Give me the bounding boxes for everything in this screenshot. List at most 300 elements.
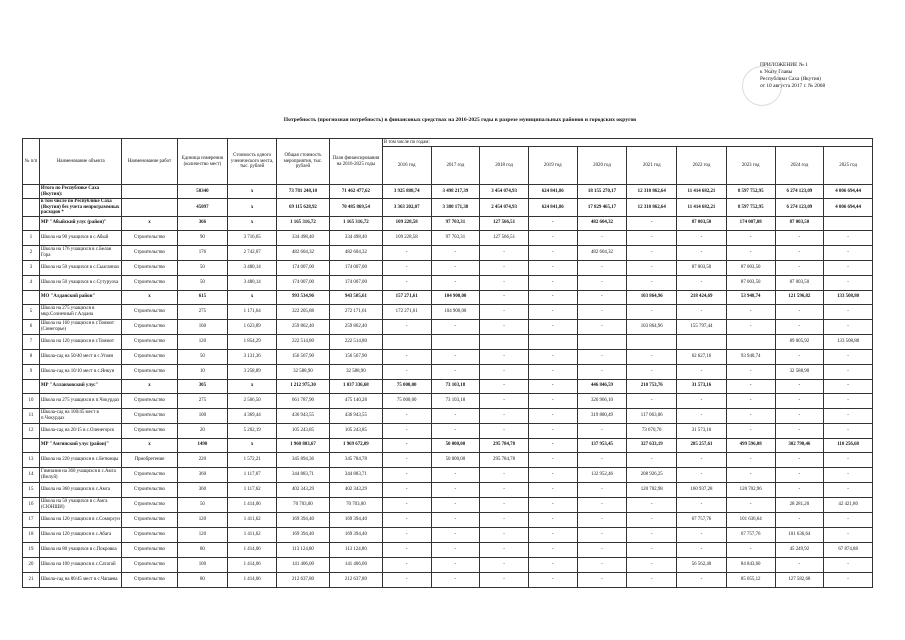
cell-year-value: 73 103,18	[431, 379, 480, 393]
cell-year-value: 133 508,88	[824, 334, 873, 349]
cell-work: Строительство	[122, 512, 177, 527]
cell-year-value: 8 597 752,95	[726, 185, 775, 199]
cell-plan: 70 485 869,54	[329, 199, 382, 217]
cell-work: x	[122, 438, 177, 452]
cell-year-value: 210 753,76	[627, 379, 677, 393]
cell-cost-per-place: x	[228, 199, 277, 217]
cell-year-value: -	[528, 290, 577, 304]
cell-year-value: 624 841,86	[528, 199, 577, 217]
header-object: Наименование объекта	[39, 139, 122, 185]
cell-year-value: -	[627, 572, 677, 587]
cell-year-value: 8 597 752,95	[726, 199, 775, 217]
cell-num: 5	[23, 304, 40, 319]
cell-object-name: Школа на 120 учащихся в с.Соморсун	[39, 512, 122, 527]
cell-year-value: 302 790,46	[775, 438, 824, 452]
header-year: 2021 год	[627, 147, 677, 185]
cell-object-name: Школа на 275 учащихся в мкр.Солнечный г.Алдана	[39, 304, 122, 319]
cell-cost-per-place: 1 414,06	[228, 542, 277, 557]
cell-year-value: -	[726, 230, 775, 245]
cell-year-value: -	[577, 364, 627, 379]
document-title: Потребность (прогнозная потребность) в финансовых средствах на 2016-2025 годы в разрезе муниципальных районов и городских округов	[283, 117, 637, 123]
cell-object-name: Школа на 275 учащихся в п.Чокурдах	[39, 393, 122, 408]
cell-year-value: -	[480, 275, 529, 290]
cell-year-value	[677, 334, 727, 349]
cell-cost-per-place: 1 117,62	[228, 482, 277, 497]
cell-total-cost: 141 406,00	[277, 557, 330, 572]
cell-unit: 45097	[177, 199, 228, 217]
cell-cost-per-place: 1 414,06	[228, 497, 277, 512]
cell-year-value: 174 007,08	[726, 216, 775, 230]
cell-year-value: 11 414 682,21	[677, 185, 727, 199]
cell-year-value: -	[677, 497, 727, 512]
cell-plan: 169 394,40	[329, 527, 382, 542]
header-plan: План финансирования на 2016-2025 годы	[329, 139, 382, 185]
cell-unit: 80	[177, 572, 228, 587]
cell-unit: 120	[177, 512, 228, 527]
cell-year-value: 31 573,16	[677, 379, 727, 393]
cell-total-cost: 222 514,80	[277, 334, 330, 349]
cell-year-value: -	[431, 275, 480, 290]
cell-year-value: -	[382, 364, 431, 379]
cell-unit: 20	[177, 423, 228, 438]
appendix-line: от 10 августа 2017 г. № 2068	[760, 83, 826, 89]
cell-year-value: -	[824, 408, 873, 423]
cell-year-value: -	[431, 408, 480, 423]
cell-num: 10	[23, 393, 40, 408]
table-row	[23, 497, 873, 512]
cell-cost-per-place: 3 258,89	[228, 364, 277, 379]
cell-year-value: -	[431, 527, 480, 542]
cell-object-name: МР "Амгинский улус (район)"	[39, 438, 122, 452]
cell-year-value: -	[431, 245, 480, 260]
cell-year-value: 3 498 217,39	[431, 185, 480, 199]
cell-year-value: 127 566,51	[480, 216, 529, 230]
cell-year-value: -	[577, 230, 627, 245]
cell-year-value: -	[726, 364, 775, 379]
cell-work: Строительство	[122, 467, 177, 482]
cell-total-cost: 322 205,88	[277, 304, 330, 319]
cell-object-name: Гимназия на 360 учащихся в с.Амга (Вилуй)	[39, 467, 122, 482]
cell-total-cost: 482 604,32	[277, 245, 330, 260]
cell-year-value: 87 003,50	[775, 216, 824, 230]
cell-year-value: -	[824, 319, 873, 334]
cell-num: 19	[23, 542, 40, 557]
cell-year-value: -	[382, 275, 431, 290]
cell-object-name: МО "Алданский район"	[39, 290, 122, 304]
cell-year-value: -	[775, 408, 824, 423]
cell-cost-per-place: 3 131,36	[228, 349, 277, 364]
cell-year-value: 89 005,92	[775, 334, 824, 349]
cell-year-value: -	[577, 290, 627, 304]
cell-year-value: -	[677, 408, 727, 423]
cell-year-value: -	[824, 245, 873, 260]
cell-year-value: -	[431, 542, 480, 557]
cell-unit: 360	[177, 482, 228, 497]
cell-year-value: -	[824, 423, 873, 438]
cell-year-value: -	[480, 557, 529, 572]
cell-unit: 360	[177, 467, 228, 482]
cell-year-value: -	[577, 452, 627, 467]
cell-object-name: Школа на 50 учащихся в с.Сутуруоха	[39, 275, 122, 290]
cell-num: 14	[23, 467, 40, 482]
cell-year-value: -	[528, 349, 577, 364]
cell-year-value: -	[480, 423, 529, 438]
cell-num	[23, 185, 40, 199]
cell-work: Строительство	[122, 408, 177, 423]
cell-year-value: -	[627, 349, 677, 364]
cell-cost-per-place: 1 117,67	[228, 467, 277, 482]
cell-year-value: -	[677, 304, 727, 319]
cell-total-cost: 32 588,90	[277, 364, 330, 379]
cell-total-cost: 1 960 803,67	[277, 438, 330, 452]
cell-year-value: -	[528, 572, 577, 587]
cell-year-value: -	[382, 467, 431, 482]
cell-cost-per-place: 1 854,29	[228, 334, 277, 349]
cell-year-value: -	[775, 423, 824, 438]
cell-work: Строительство	[122, 349, 177, 364]
cell-year-value: -	[677, 527, 727, 542]
cell-year-value: 104 900,00	[431, 304, 480, 319]
cell-total-cost: 402 343,29	[277, 482, 330, 497]
cell-year-value: -	[528, 423, 577, 438]
cell-year-value: -	[824, 482, 873, 497]
cell-year-value: -	[431, 467, 480, 482]
cell-cost-per-place: 3 480,14	[228, 275, 277, 290]
header-year: 2025 год	[824, 147, 873, 185]
cell-year-value: 101 636,64	[775, 527, 824, 542]
cell-cost-per-place: 1 414,06	[228, 557, 277, 572]
cell-year-value: -	[528, 379, 577, 393]
cell-year-value: -	[577, 512, 627, 527]
cell-year-value: -	[824, 230, 873, 245]
cell-plan: 334 498,40	[329, 230, 382, 245]
cell-object-name: в том числе по Республике Саха (Якутия) без учета непрограммных расходов *	[39, 199, 122, 217]
cell-year-value: -	[726, 304, 775, 319]
cell-year-value: 50 000,00	[431, 452, 480, 467]
cell-year-value: -	[480, 364, 529, 379]
cell-total-cost: 73 781 248,10	[277, 185, 330, 199]
cell-year-value	[528, 334, 577, 349]
cell-work: Строительство	[122, 260, 177, 275]
cell-year-value: 2 454 074,93	[480, 199, 529, 217]
cell-year-value: 446 846,59	[577, 379, 627, 393]
cell-num: 18	[23, 527, 40, 542]
cell-work: Строительство	[122, 275, 177, 290]
cell-cost-per-place: 1 572,21	[228, 452, 277, 467]
cell-unit: 366	[177, 216, 228, 230]
table-row	[23, 275, 873, 290]
cell-year-value: -	[627, 275, 677, 290]
cell-cost-per-place: 3 480,14	[228, 260, 277, 275]
cell-object-name: Школа-сад на 80/45 мест в с.Чапаева	[39, 572, 122, 587]
cell-total-cost: 661 787,90	[277, 393, 330, 408]
cell-object-name: Школа на 120 учащихся в г.Томмот	[39, 334, 122, 349]
cell-total-cost: 113 124,80	[277, 542, 330, 557]
cell-year-value: -	[577, 319, 627, 334]
cell-object-name: МР "Абыйский улус (район)"	[39, 216, 122, 230]
cell-year-value: -	[824, 512, 873, 527]
cell-year-value: 482 604,32	[577, 245, 627, 260]
cell-year-value: -	[431, 572, 480, 587]
table-row	[23, 467, 873, 482]
cell-year-value: -	[431, 260, 480, 275]
header-year: 2024 год	[775, 147, 824, 185]
cell-work: Строительство	[122, 497, 177, 512]
cell-year-value: -	[824, 304, 873, 319]
cell-year-value: 109 228,58	[382, 230, 431, 245]
cell-year-value: -	[677, 467, 727, 482]
cell-year-value: 12 310 862,64	[627, 199, 677, 217]
cell-year-value: -	[382, 408, 431, 423]
cell-year-value: -	[824, 260, 873, 275]
cell-year-value: -	[382, 512, 431, 527]
cell-year-value: -	[627, 527, 677, 542]
cell-year-value: 101 636,64	[726, 512, 775, 527]
cell-year-value: -	[431, 364, 480, 379]
cell-year-value	[382, 334, 431, 349]
cell-unit: 90	[177, 230, 228, 245]
cell-year-value: 87 003,50	[726, 275, 775, 290]
cell-object-name: Школа на 100 учащихся в с.Сатагай	[39, 557, 122, 572]
cell-year-value: -	[627, 393, 677, 408]
cell-num: 9	[23, 364, 40, 379]
cell-year-value: -	[726, 319, 775, 334]
cell-year-value: -	[480, 497, 529, 512]
header-year: 2023 год	[726, 147, 775, 185]
cell-year-value: -	[528, 364, 577, 379]
cell-year-value: 93 940,74	[726, 349, 775, 364]
cell-year-value: -	[382, 572, 431, 587]
cell-cost-per-place: x	[228, 185, 277, 199]
cell-num	[23, 438, 40, 452]
cell-year-value: -	[480, 527, 529, 542]
cell-plan: 344 883,71	[329, 467, 382, 482]
cell-object-name: Школа-сад на 10/10 мест в с.Янкун	[39, 364, 122, 379]
cell-plan: 1 969 672,09	[329, 438, 382, 452]
cell-year-value: 103 864,96	[627, 290, 677, 304]
cell-year-value: 103 864,96	[627, 319, 677, 334]
cell-year-value: -	[775, 379, 824, 393]
cell-plan: 1 165 316,72	[329, 216, 382, 230]
cell-object-name: Школа на 50 учащихся в с.Сыаганнах	[39, 260, 122, 275]
cell-year-value: 4 006 694,44	[824, 185, 873, 199]
cell-plan: 113 124,80	[329, 542, 382, 557]
table-row	[23, 245, 873, 260]
table-row	[23, 423, 873, 438]
cell-year-value: 104 900,00	[431, 290, 480, 304]
cell-work: Строительство	[122, 423, 177, 438]
cell-year-value: 75 000,00	[382, 393, 431, 408]
cell-year-value: 3 925 888,74	[382, 185, 431, 199]
cell-plan: 482 604,32	[329, 245, 382, 260]
cell-year-value: -	[431, 319, 480, 334]
cell-unit: 176	[177, 245, 228, 260]
cell-total-cost: 259 862,40	[277, 319, 330, 334]
cell-year-value: -	[480, 379, 529, 393]
appendix-line: ПРИЛОЖЕНИЕ № 1	[760, 62, 808, 68]
cell-work: Строительство	[122, 557, 177, 572]
cell-total-cost: 345 894,36	[277, 452, 330, 467]
cell-num: 17	[23, 512, 40, 527]
table-row	[23, 304, 873, 319]
cell-plan: 259 862,40	[329, 319, 382, 334]
total-row	[23, 199, 873, 217]
cell-year-value: -	[480, 542, 529, 557]
cell-year-value: -	[775, 230, 824, 245]
cell-year-value: -	[824, 379, 873, 393]
cell-work: Строительство	[122, 245, 177, 260]
table-row	[23, 230, 873, 245]
cell-num: 4	[23, 275, 40, 290]
cell-num: 6	[23, 319, 40, 334]
cell-year-value: 3 380 171,38	[431, 199, 480, 217]
cell-year-value: -	[627, 542, 677, 557]
cell-year-value: -	[824, 393, 873, 408]
cell-year-value: 6 274 123,09	[775, 185, 824, 199]
cell-plan: 436 943,55	[329, 408, 382, 423]
cell-object-name: МР "Аллаиховский улус"	[39, 379, 122, 393]
table-row	[23, 452, 873, 467]
cell-year-value: -	[726, 393, 775, 408]
cell-year-value: -	[528, 216, 577, 230]
header-year: 2017 год	[431, 147, 480, 185]
cell-year-value: -	[480, 319, 529, 334]
cell-total-cost: 436 943,55	[277, 408, 330, 423]
cell-cost-per-place: 3 716,65	[228, 230, 277, 245]
cell-year-value: -	[382, 542, 431, 557]
cell-year-value: 120 702,98	[627, 482, 677, 497]
cell-year-value: -	[480, 482, 529, 497]
cell-year-value	[726, 334, 775, 349]
cell-year-value: 137 953,45	[577, 438, 627, 452]
cell-year-value: 120 702,96	[726, 482, 775, 497]
cell-cost-per-place: 1 623,89	[228, 319, 277, 334]
cell-year-value: 73 670,70	[627, 423, 677, 438]
cell-num: 21	[23, 572, 40, 587]
cell-year-value: 85 055,12	[726, 572, 775, 587]
cell-num: 7	[23, 334, 40, 349]
region-row	[23, 290, 873, 304]
cell-year-value: -	[431, 482, 480, 497]
cell-object-name: Школа на 80 учащихся в с.Покровка	[39, 542, 122, 557]
table-row	[23, 260, 873, 275]
cell-num: 8	[23, 349, 40, 364]
cell-year-value: -	[824, 364, 873, 379]
cell-year-value: 3 454 074,93	[480, 185, 529, 199]
cell-year-value: -	[677, 275, 727, 290]
cell-num: 15	[23, 482, 40, 497]
cell-year-value: 326 966,10	[577, 393, 627, 408]
region-row	[23, 379, 873, 393]
cell-unit: 50	[177, 497, 228, 512]
cell-year-value: 18 155 270,17	[577, 185, 627, 199]
cell-year-value: -	[528, 497, 577, 512]
cell-year-value: 11 414 682,21	[677, 199, 727, 217]
cell-year-value	[431, 334, 480, 349]
cell-year-value: -	[480, 349, 529, 364]
region-row	[23, 438, 873, 452]
cell-work: x	[122, 379, 177, 393]
cell-year-value: 87 003,50	[677, 260, 727, 275]
cell-year-value: -	[528, 557, 577, 572]
cell-work: Строительство	[122, 527, 177, 542]
cell-year-value: -	[627, 512, 677, 527]
header-total-cost: Общая стоимость мероприятия, тыс. рублей	[277, 139, 330, 185]
cell-year-value: 31 573,16	[677, 423, 727, 438]
cell-year-value: -	[775, 512, 824, 527]
cell-year-value: 42 421,80	[824, 497, 873, 512]
cell-year-value	[577, 334, 627, 349]
cell-year-value: -	[726, 245, 775, 260]
cell-year-value: 87 003,50	[775, 275, 824, 290]
cell-year-value: -	[382, 557, 431, 572]
cell-num: 16	[23, 497, 40, 512]
cell-year-value: -	[528, 452, 577, 467]
cell-year-value: -	[577, 275, 627, 290]
cell-unit: 50	[177, 260, 228, 275]
table-row	[23, 364, 873, 379]
cell-year-value: -	[775, 260, 824, 275]
header-unit: Единица измерения (количество мест)	[177, 139, 228, 185]
cell-year-value: -	[480, 408, 529, 423]
cell-year-value: -	[775, 452, 824, 467]
cell-year-value: 109 228,58	[382, 216, 431, 230]
cell-num: 2	[23, 245, 40, 260]
cell-unit: 275	[177, 393, 228, 408]
cell-year-value: -	[528, 408, 577, 423]
cell-year-value: -	[528, 319, 577, 334]
table-row	[23, 349, 873, 364]
cell-year-value: -	[726, 467, 775, 482]
cell-year-value: 132 952,46	[577, 467, 627, 482]
cell-work: Строительство	[122, 482, 177, 497]
cell-year-value: -	[775, 304, 824, 319]
cell-unit: 615	[177, 290, 228, 304]
cell-year-value: -	[577, 497, 627, 512]
cell-year-value: 172 271,61	[382, 304, 431, 319]
cell-year-value: -	[528, 467, 577, 482]
cell-year-value: 67 757,76	[677, 512, 727, 527]
cell-plan: 345 784,78	[329, 452, 382, 467]
cell-year-value: 28 281,20	[775, 497, 824, 512]
cell-year-value: 97 703,31	[431, 230, 480, 245]
cell-year-value: -	[577, 482, 627, 497]
cell-object-name: Школа на 50 учащихся в с.Амга (СЮНШИ)	[39, 497, 122, 512]
cell-year-value: -	[775, 557, 824, 572]
cell-year-value: 32 588,90	[775, 364, 824, 379]
cell-year-value: -	[824, 349, 873, 364]
cell-year-value: 67 757,76	[726, 527, 775, 542]
cell-work: x	[122, 290, 177, 304]
cell-year-value: -	[775, 467, 824, 482]
cell-year-value: -	[627, 216, 677, 230]
cell-work: Строительство	[122, 334, 177, 349]
cell-year-value: 121 596,82	[775, 290, 824, 304]
cell-year-value: -	[726, 452, 775, 467]
cell-work: Строительство	[122, 319, 177, 334]
cell-year-value: 285 257,61	[677, 438, 727, 452]
cell-unit: 100	[177, 557, 228, 572]
cell-work	[122, 185, 177, 199]
header-incl: В том числе по годам:	[382, 139, 872, 147]
cell-year-value: 157 271,61	[382, 290, 431, 304]
cell-plan: 402 343,29	[329, 482, 382, 497]
cell-year-value: -	[627, 452, 677, 467]
cell-num: 20	[23, 557, 40, 572]
cell-unit: 50340	[177, 185, 228, 199]
cell-year-value: 295 784,78	[480, 438, 529, 452]
cell-year-value: 117 063,06	[627, 408, 677, 423]
